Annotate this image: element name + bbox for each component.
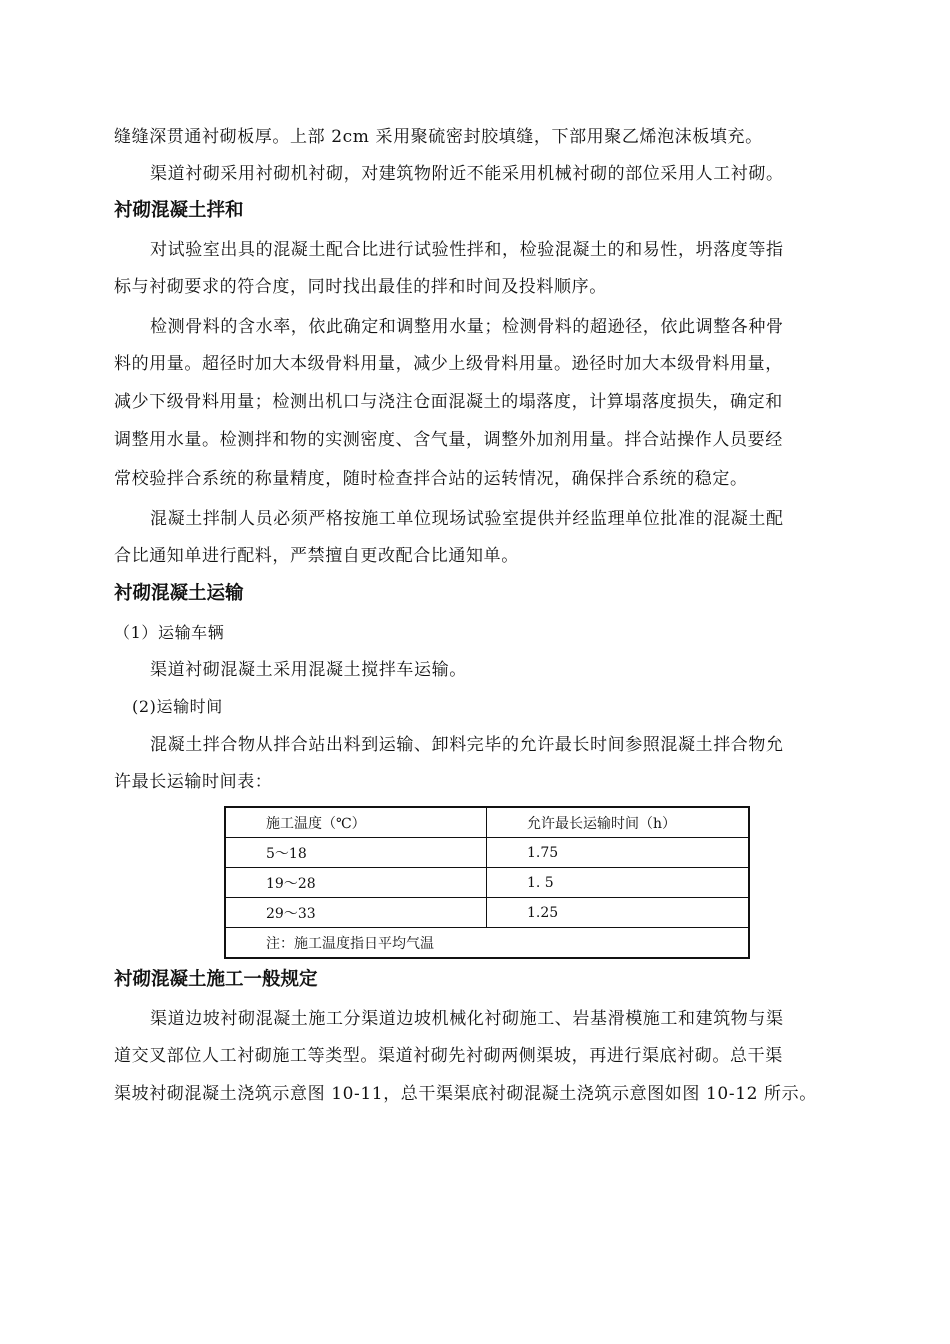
paragraph-line: 合比通知单进行配料，严禁擅自更改配合比通知单。 xyxy=(114,546,519,566)
paragraph-line: 对试验室出具的混凝土配合比进行试验性拌和，检验混凝土的和易性，坍落度等指 xyxy=(150,240,784,260)
table-header-row xyxy=(225,807,749,838)
paragraph-line: 道交叉部位人工衬砌施工等类型。渠道衬砌先衬砌两侧渠坡，再进行渠底衬砌。总干渠 xyxy=(114,1046,783,1066)
paragraph-line: 常校验拌合系统的称量精度，随时检查拌合站的运转情况，确保拌合系统的稳定。 xyxy=(114,469,748,489)
paragraph-line: 渠坡衬砌混凝土浇筑示意图 10-11，总干渠渠底衬砌混凝土浇筑示意图如图 10-12 所示。 xyxy=(114,1084,817,1104)
paragraph-line: 许最长运输时间表： xyxy=(114,772,273,792)
paragraph-line: 料的用量。超径时加大本级骨料用量，减少上级骨料用量。逊径时加大本级骨料用量， xyxy=(114,354,783,374)
paragraph-line: 渠道衬砌采用衬砌机衬砌，对建筑物附近不能采用机械衬砌的部位采用人工衬砌。 xyxy=(150,164,784,184)
sub-heading-vehicles: （1）运输车辆 xyxy=(114,623,225,642)
table-cell: 1.25 xyxy=(487,898,750,928)
table-row xyxy=(225,868,749,898)
paragraph-line: 标与衬砌要求的符合度，同时找出最佳的拌和时间及投料顺序。 xyxy=(114,277,607,297)
sub-heading-time: (2)运输时间 xyxy=(132,697,223,716)
paragraph-line: 检测骨料的含水率，依此确定和调整用水量；检测骨料的超逊径，依此调整各种骨 xyxy=(150,317,784,337)
paragraph-line: 减少下级骨料用量；检测出机口与浇注仓面混凝土的塌落度，计算塌落度损失，确定和 xyxy=(114,392,783,412)
section-heading-transport: 衬砌混凝土运输 xyxy=(114,583,244,604)
section-heading-general-rules: 衬砌混凝土施工一般规定 xyxy=(114,969,318,990)
table-cell: 19～28 xyxy=(225,868,487,898)
paragraph-line: 渠道边坡衬砌混凝土施工分渠道边坡机械化衬砌施工、岩基滑模施工和建筑物与渠 xyxy=(150,1009,784,1029)
paragraph-line: 混凝土拌合物从拌合站出料到运输、卸料完毕的允许最长时间参照混凝土拌合物允 xyxy=(150,735,784,755)
paragraph-line: 缝缝深贯通衬砌板厚。上部 2cm 采用聚硫密封胶填缝，下部用聚乙烯泡沫板填充。 xyxy=(114,127,763,147)
table-cell: 5～18 xyxy=(225,838,487,868)
table-cell: 1. 5 xyxy=(487,868,750,898)
paragraph-line: 调整用水量。检测拌和物的实测密度、含气量，调整外加剂用量。拌合站操作人员要经 xyxy=(114,430,783,450)
table-note: 注：施工温度指日平均气温 xyxy=(225,928,749,959)
transport-time-table xyxy=(224,806,750,959)
table-header-cell: 施工温度（℃） xyxy=(225,807,487,838)
table-row xyxy=(225,898,749,928)
table-row xyxy=(225,838,749,868)
paragraph-line: 渠道衬砌混凝土采用混凝土搅拌车运输。 xyxy=(150,660,467,680)
table-cell: 29～33 xyxy=(225,898,487,928)
paragraph-line: 混凝土拌制人员必须严格按施工单位现场试验室提供并经监理单位批准的混凝土配 xyxy=(150,509,784,529)
section-heading-mixing: 衬砌混凝土拌和 xyxy=(114,200,244,221)
table-cell: 1.75 xyxy=(487,838,750,868)
table-header-cell: 允许最长运输时间（h） xyxy=(487,807,750,838)
table-note-row xyxy=(225,928,749,959)
